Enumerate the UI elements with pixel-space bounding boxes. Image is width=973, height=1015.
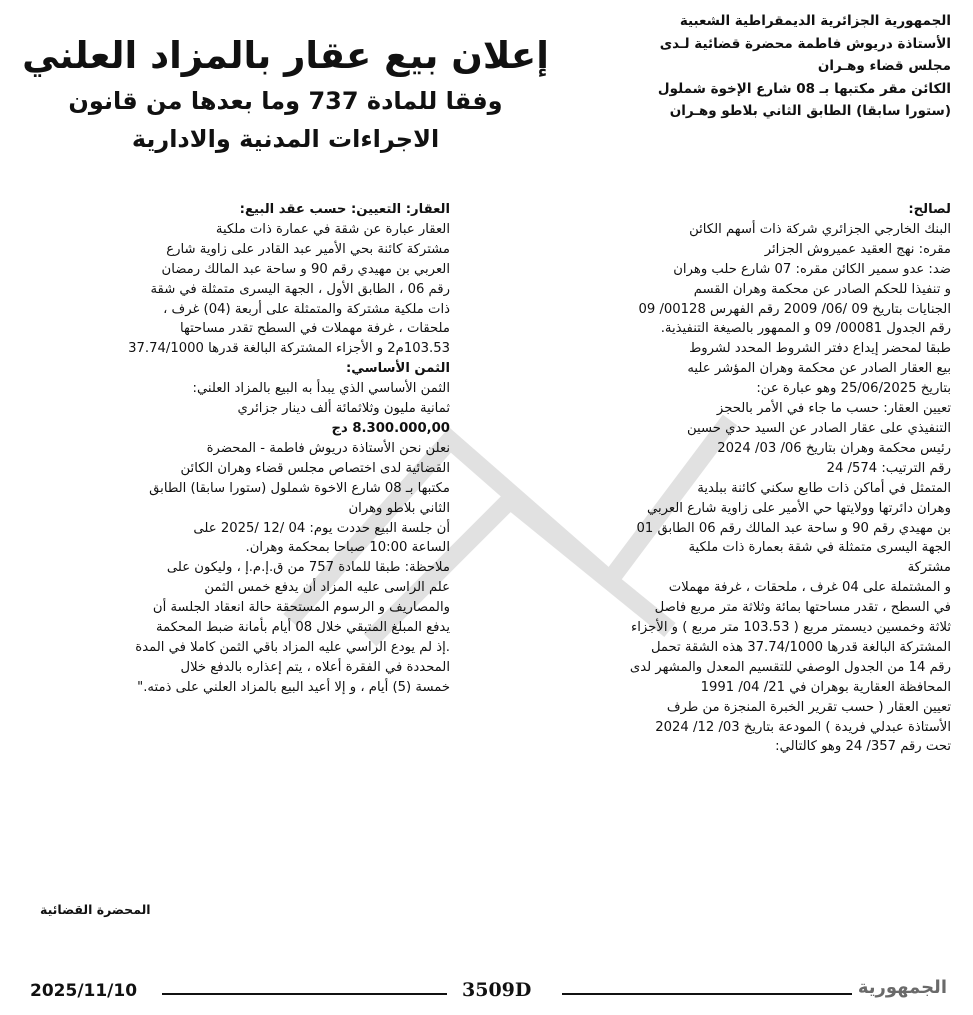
- text-line: بتاريخ 25/06/2025 وهو عبارة عن:: [756, 381, 951, 397]
- text-line: نعلن نحن الأستاذة دريوش فاطمة - المحضرة: [206, 440, 450, 456]
- text-line: الجهة اليسرى متمثلة في شقة بعمارة ذات ملكية: [688, 540, 951, 556]
- text-line: يدفع المبلغ المتبقي خلال 08 أيام بأمانة ضبط المحكمة: [156, 620, 450, 636]
- page-footer: [22, 975, 951, 1009]
- text-line: في السطح ، تقدر مساحتها بمائة وثلاثة متر مربع فاصل: [654, 600, 951, 616]
- text-line: علم الراسى عليه المزاد أن يدفع خمس الثمن: [204, 580, 450, 596]
- signature: المحضرة القضائية: [40, 902, 151, 917]
- text-line: مشتركة كائنة بحي الأمير عبد القادر على زاوية شارع: [166, 241, 450, 257]
- text-line: أن جلسة البيع حددت يوم: 04 /12 /2025 على: [193, 520, 450, 536]
- text-line: ثلاثة وخمسين ديسمتر مربع ( 103.53 متر مربع ) و الأجزاء: [631, 620, 951, 636]
- footer-rule-left: [162, 993, 447, 995]
- text-line: طبقا لمحضر إيداع دفتر الشروط المحدد لشروط: [689, 341, 951, 357]
- text-line: المحافظة العقارية بوهران في 21/ 04/ 1991: [700, 679, 951, 695]
- header-line: الأستاذة دريوش فاطمة محضرة قضائية لـدى: [659, 35, 951, 52]
- text-line: العقار عبارة عن شقة في عمارة ذات ملكية: [215, 221, 450, 237]
- right-text-column: [503, 200, 951, 757]
- notice-subtitle-line-2: الاجراءات المدنية والادارية: [131, 125, 440, 153]
- text-line: خمسة (5) أيام ، و إلا أعيد البيع بالمزاد العلني على ذمته.": [137, 679, 450, 695]
- text-line: ملحقات ، غرفة مهملات في السطح تقدر مساحتها: [179, 321, 450, 337]
- left-text-column: [22, 200, 450, 698]
- text-line: رئيس محكمة وهران بتاريخ 06/ 03/ 2024: [717, 440, 951, 456]
- text-line: الثاني بلاطو وهران: [348, 500, 450, 516]
- text-line: ثمانية مليون وثلاثمائة ألف دينار جزائري: [237, 401, 450, 417]
- footer-rule-right: [562, 993, 852, 995]
- text-line: رقم 14 من الجدول الوصفي للتقسيم المعدل والمشهر لدى: [629, 659, 951, 675]
- text-line: الأستاذة عبدلي فريدة ) المودعة بتاريخ 03/ 12/ 2024: [655, 719, 951, 735]
- notice-title-block: [18, 30, 553, 158]
- text-line: تعيين العقار ( حسب تقرير الخبرة المنجزة من طرف: [666, 699, 951, 715]
- text-line: المشتركة البالغة قدرها 37.74/1000 هذه الشقة تحمل: [650, 639, 951, 655]
- text-line: مشتركة: [907, 560, 951, 576]
- header-line: (ستورا سابقا) الطابق الثاني بلاطو وهـران: [669, 103, 951, 119]
- text-line: رقم 06 ، الطابق الأول ، الجهة اليسرى متمثلة في شقة: [150, 281, 450, 297]
- text-line: 103.53م2 و الأجزاء المشتركة البالغة قدرها 37.74/1000: [128, 341, 450, 357]
- issuer-header: [581, 10, 951, 123]
- text-line: تعيين العقار: حسب ما جاء في الأمر بالحجز: [716, 401, 951, 417]
- text-line: ذات ملكية مشتركة والمتمثلة على أربعة (04) غرف ،: [163, 301, 450, 317]
- text-line: التنفيذي على عقار الصادر عن السيد حدي حسين: [687, 420, 951, 436]
- text-line: العقار: التعيين: حسب عقد البيع:: [239, 202, 450, 217]
- text-line: بن مهيدي رقم 90 و ساحة عبد المالك رقم 06 الطابق 01: [636, 520, 951, 536]
- base-price-amount: 8.300.000,00 دج: [331, 420, 450, 436]
- text-line: المتمثل في أماكن ذات طابع سكني كائنة ببلدية: [697, 480, 951, 496]
- text-line: وهران دائرتها وولايتها حي الأمير على زاوية شارع العربي: [646, 500, 951, 516]
- publication-date: 2025/11/10: [30, 981, 138, 1001]
- text-line: الثمن الأساسي الذي يبدأ به البيع بالمزاد العلني:: [192, 381, 450, 397]
- header-line: الجمهورية الجزائرية الديمقراطية الشعبية: [679, 13, 951, 29]
- text-line: لصالح:: [908, 202, 951, 217]
- header-line: مجلس قضاء وهـران: [817, 58, 951, 74]
- header-line: الكائن مقر مكتبها بـ 08 شارع الإخوة شملول: [657, 80, 951, 97]
- text-line: و تنفيذا للحكم الصادر عن محكمة وهران القسم: [693, 281, 951, 297]
- text-line: العربي بن مهيدي رقم 90 و ساحة عبد المالك رمضان: [161, 261, 450, 277]
- text-line: الثمن الأساسي:: [346, 361, 450, 377]
- text-line: البنك الخارجي الجزائري شركة ذات أسهم الكائن: [689, 221, 951, 237]
- notice-code: 3509D: [462, 979, 532, 1001]
- text-line: ملاحظة: طبقا للمادة 757 من ق.إ.م.إ ، وليكون على: [166, 560, 450, 576]
- text-line: .إذ لم يودع الراسي عليه المزاد باقي الثمن كاملا في المدة: [135, 639, 450, 655]
- text-line: مقره: نهج العقيد عميروش الجزائر: [764, 241, 951, 257]
- text-line: و المشتملة على 04 غرف ، ملحقات ، غرفة مهملات: [668, 580, 951, 596]
- text-line: المحددة في الفقرة أعلاه ، يتم إعذاره بالدفع خلال: [180, 659, 450, 675]
- notice-title: إعلان بيع عقار بالمزاد العلني: [22, 34, 549, 77]
- text-line: مكتبها بـ 08 شارع الاخوة شملول (ستورا سابقا) الطابق: [149, 480, 450, 496]
- text-line: رقم الترتيب: 574/ 24: [826, 460, 951, 476]
- text-line: القضائية لدى اختصاص مجلس قضاء وهران الكائن: [180, 460, 450, 476]
- text-line: والمصاريف و الرسوم المستحقة حالة انعقاد الجلسة أن: [152, 600, 450, 616]
- text-line: تحت رقم 357/ 24 وهو كالتالي:: [775, 739, 951, 755]
- text-line: رقم الجدول 00081/ 09 و الممهور بالصيغة التنفيذية.: [660, 321, 951, 337]
- text-line: الساعة 10:00 صباحا بمحكمة وهران.: [245, 540, 450, 556]
- newspaper-logo: الجمهورية: [857, 977, 947, 998]
- text-line: بيع العقار الصادر عن محكمة وهران المؤشر عليه: [687, 361, 951, 377]
- text-line: ضد: عدو سمير الكائن مقره: 07 شارع حلب وهران: [673, 261, 951, 277]
- notice-subtitle-line-1: وفقا للمادة 737 وما بعدها من قانون: [68, 87, 503, 115]
- text-line: الجنايات بتاريخ 09 /06/ 2009 رقم الفهرس 00128/ 09: [638, 301, 951, 317]
